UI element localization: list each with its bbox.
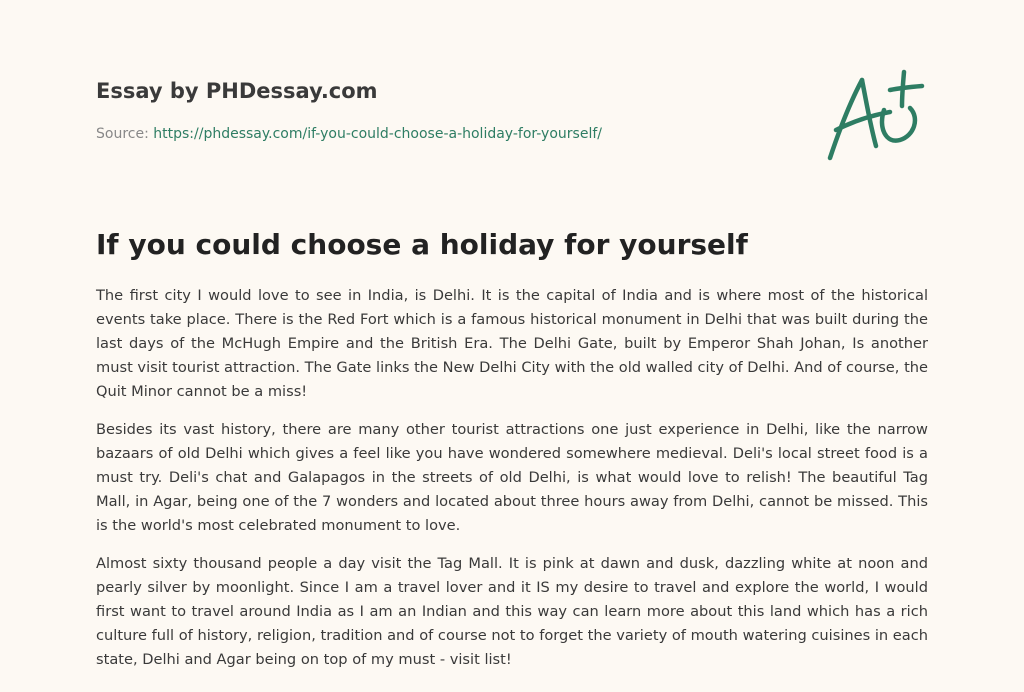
essay-body (96, 284, 928, 686)
essay-title: If you could choose a holiday for yourself (96, 228, 748, 261)
essay-paragraph: Almost sixty thousand people a day visit the Tag Mall. It is pink at dawn and dusk, dazzling white at noon and pearly silver by moonlight. Since I am a travel lover and it IS my desire to travel and explore the world, I would first want to travel around India as I am an Indian and this way can learn more about this land which has a rich culture full of history, religion, tradition and of course not to forget the variety of mouth watering cuisines in each state, Delhi and Agar being on top of my must - visit list! (96, 555, 928, 668)
source-line (96, 124, 602, 144)
site-brand: Essay by PHDessay.com (96, 79, 378, 103)
essay-paragraph: Besides its vast history, there are many other tourist attractions one just experience in Delhi, like the narrow bazaars of old Delhi which gives a feel like you have wondered somewhere medieval. Deli's local street food is a must try. Deli's chat and Galapagos in the streets of old Delhi, is what would love to relish! The beautiful Tag Mall, in Agar, being one of the 7 wonders and located about three hours away from Delhi, cannot be missed. This is the world's most celebrated monument to love. (96, 421, 928, 534)
essay-paragraph: The first city I would love to see in India, is Delhi. It is the capital of India and is where most of the historical events take place. There is the Red Fort which is a famous historical monument in Delhi that was built during the last days of the McHugh Empire and the British Era. The Delhi Gate, built by Emperor Shah Johan, Is another must visit tourist attraction. The Gate links the New Delhi City with the old walled city of Delhi. And of course, the Quit Minor cannot be a miss! (96, 287, 929, 400)
a-plus-logo-icon (818, 66, 930, 166)
source-link[interactable]: https://phdessay.com/if-you-could-choose-a-holiday-for-yourself/ (153, 126, 602, 142)
source-label: Source: (96, 126, 154, 142)
